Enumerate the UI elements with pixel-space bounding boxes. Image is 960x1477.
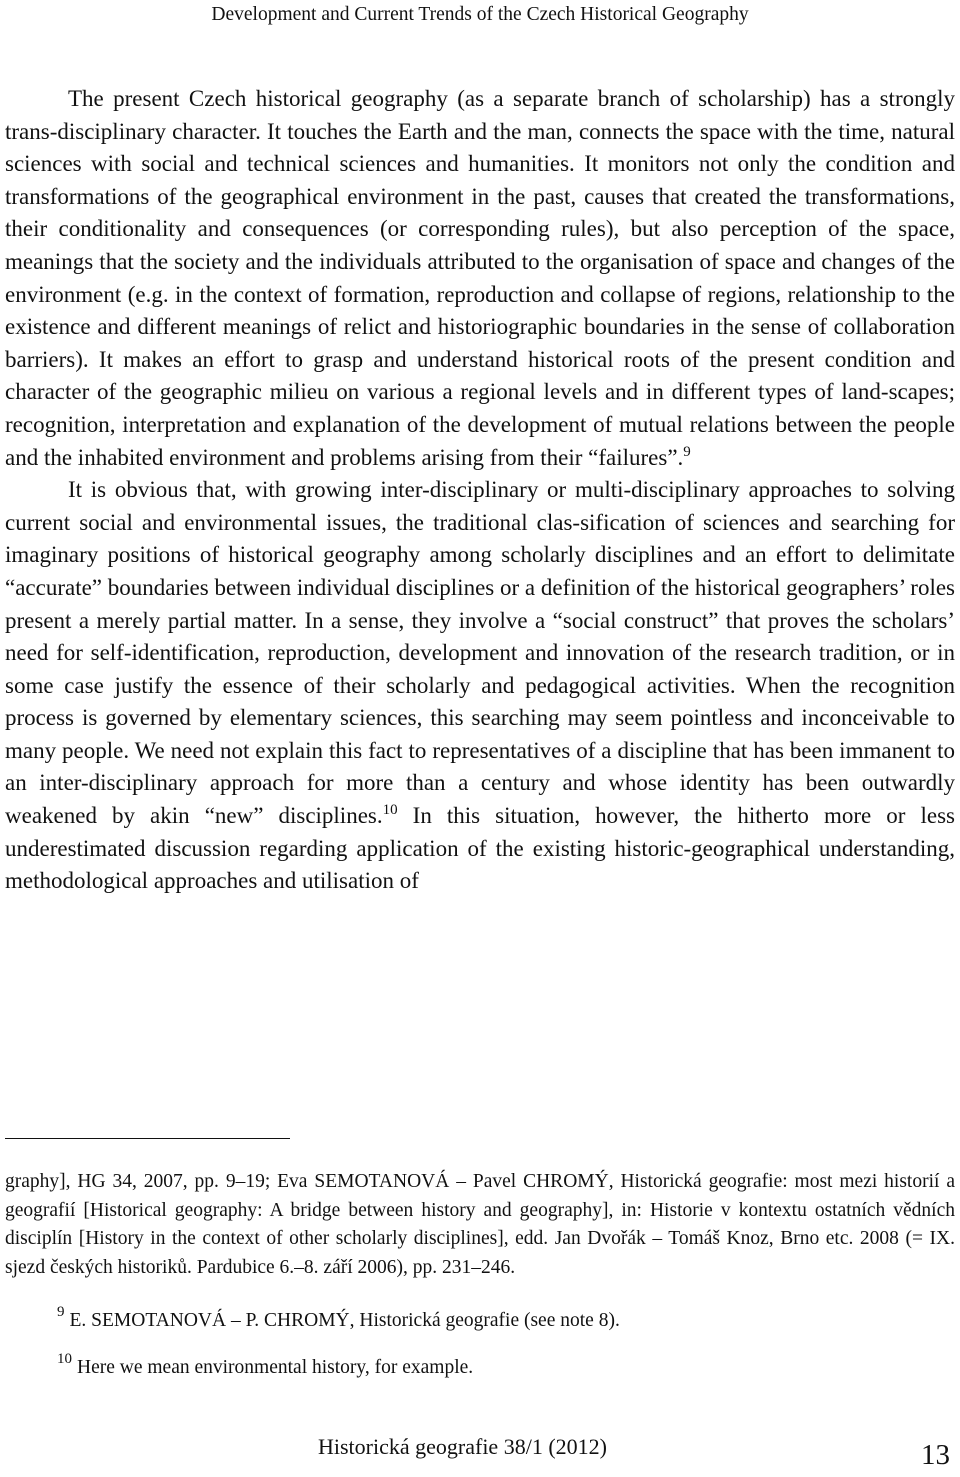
running-header: Development and Current Trends of the Czech Historical Geography xyxy=(211,4,749,25)
footnote-10 xyxy=(5,1350,955,1383)
footnote-10-text: Here we mean environmental history, for example. xyxy=(77,1356,474,1378)
footnotes xyxy=(5,1168,955,1382)
footnote-9-number: 9 xyxy=(57,1304,65,1320)
footnote-9 xyxy=(5,1304,955,1336)
paragraph-2-text-a: It is obvious that, with growing inter-disciplinary or multi-disciplinary approaches to solving current social and environmental issues, the traditional clas-sification of sciences and searching for imaginary positions of historical geography among scholarly disciplines and an effort to delimitate “accurate” boundaries between individual disciplines or a definition of the historical geographers’ roles present a merely partial matter. In a sense, they involve a “social construct” that proves the scholars’ need for self-identification, reproduction, development and innovation of the research tradition, or in some case justify the essence of their scholarly and pedagogical activities. When the recognition process is governed by elementary sciences, this searching may seem pointless and inconceivable to many people. We need not explain this fact to representatives of a discipline that has been immanent to an inter-disciplinary approach for more than a century and whose identity has been outwardly weakened by akin “new” disciplines. xyxy=(5,477,955,829)
footnote-ref-10[interactable]: 10 xyxy=(382,802,398,819)
footnote-ref-9[interactable]: 9 xyxy=(683,443,691,460)
footnote-9-text: E. SEMOTANOVÁ – P. CHROMÝ, Historická geografie (see note 8). xyxy=(69,1310,620,1331)
paragraph-2-text-b: In this situation, however, the hitherto more or less underestimated discussion regarding application of the existing historic-geographical understanding, methodological approaches and utilisation of xyxy=(5,803,955,894)
footnote-separator xyxy=(5,1138,290,1139)
main-text xyxy=(5,83,955,898)
journal-footer: Historická geografie 38/1 (2012) xyxy=(318,1434,607,1459)
paragraph-1 xyxy=(5,83,955,474)
paragraph-2 xyxy=(5,474,955,898)
paragraph-1-text: The present Czech historical geography (as a separate branch of scholarship) has a strongly trans-disciplinary character. It touches the Earth and the man, connects the space with the time, natural sciences with social and technical sciences and humanities. It monitors not only the condition and transformations of the geographical environment in the past, causes that created the transformations, their conditionality and consequences (or corresponding rules), but also perception of the space, meanings that the society and the individuals attributed to the organisation of space and changes of the environment (e.g. in the context of formation, reproduction and collapse of regions, relationship to the existence and different meanings of relict and historiographic boundaries in the sense of collaboration barriers). It makes an effort to grasp and understand historical roots of the present condition and character of the geographic milieu on various a regional levels and in different types of land-scapes; recognition, interpretation and explanation of the development of mutual relations between the people and the inhabited environment and problems arising from their “failures”. xyxy=(5,86,955,470)
footnote-10-number: 10 xyxy=(57,1350,72,1367)
page-number: 13 xyxy=(921,1439,950,1471)
footnote-continued: graphy], HG 34, 2007, pp. 9–19; Eva SEMOTANOVÁ – Pavel CHROMÝ, Historická geografie: most mezi historií a geografií [Historical geography: A bridge between history and geography], in: Historie v kontextu ostatních vědních disciplín [History in the context of other scholarly disciplines], edd. Jan Dvořák – Tomáš Knoz, Brno etc. 2008 (= IX. sjezd českých historiků. Pardubice 6.–8. září 2006), pp. 231–246. xyxy=(5,1171,955,1278)
